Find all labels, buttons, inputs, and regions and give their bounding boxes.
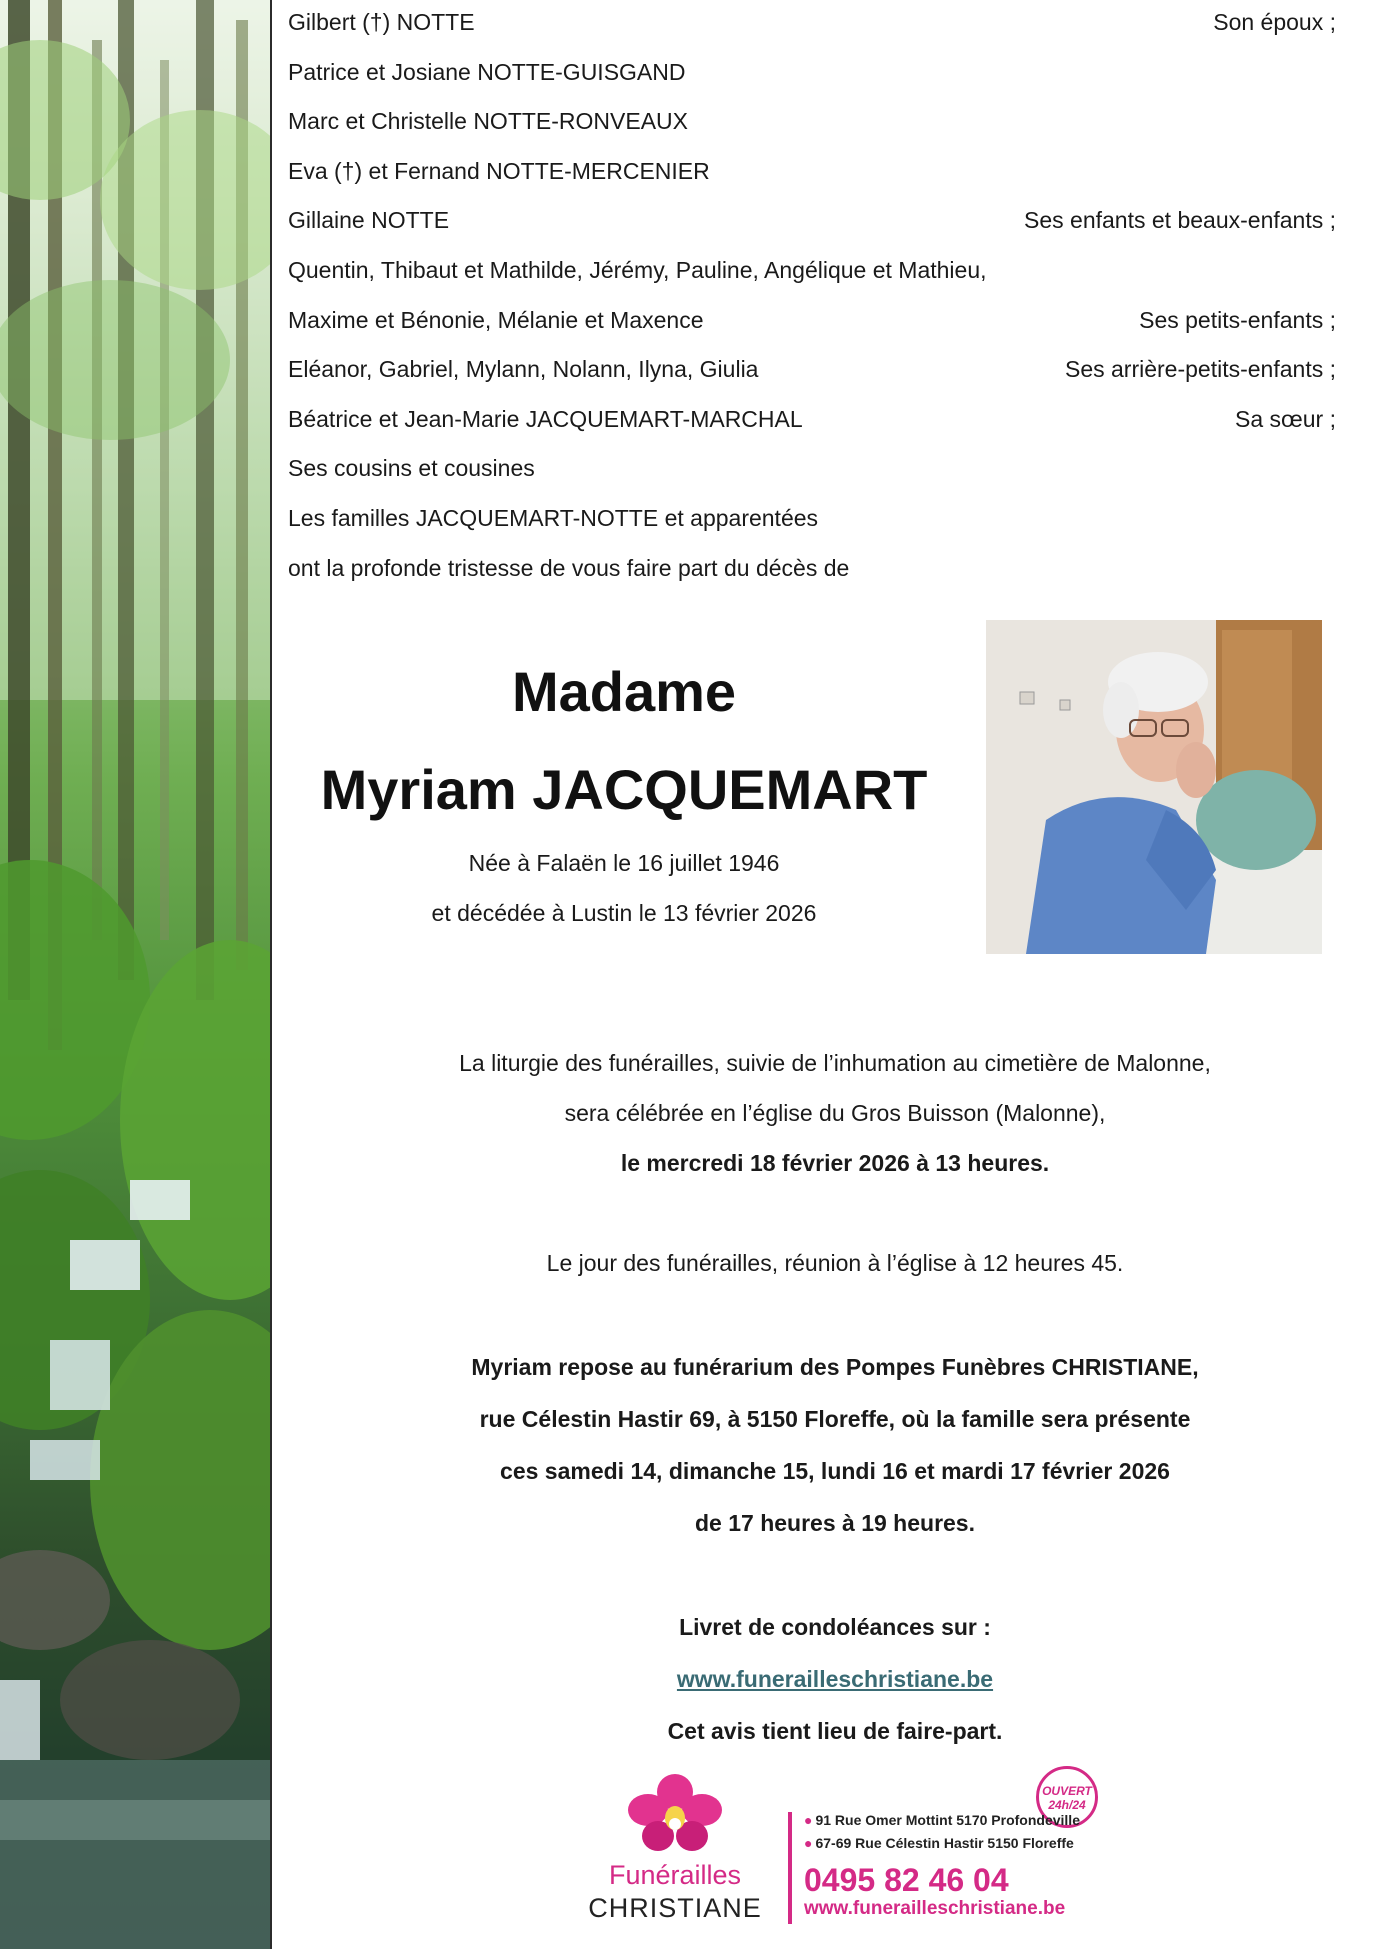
family-row: ont la profonde tristesse de vous faire part du décès de xyxy=(288,554,850,581)
ceremony-line-1: La liturgie des funérailles, suivie de l’inhumation au cimetière de Malonne, xyxy=(459,1050,1211,1076)
family-row: Ses cousins et cousines xyxy=(288,455,535,482)
open-24h-badge: OUVERT 24h/24 xyxy=(1036,1766,1098,1828)
brand-name-line-1: Funérailles xyxy=(608,1860,742,1890)
family-row: Patrice et Josiane NOTTE-GUISGAND xyxy=(288,58,686,85)
orchid-icon xyxy=(628,1772,722,1856)
brand-name-line-2: CHRISTIANE xyxy=(588,1893,762,1923)
phone-number[interactable]: 0495 82 46 04 xyxy=(804,1862,1009,1898)
portrait-illustration xyxy=(986,620,1322,954)
map-pin-icon: ● xyxy=(804,1812,813,1828)
logo-website[interactable]: www.funerailleschristiane.be xyxy=(804,1898,1066,1919)
family-row: Gillaine NOTTE Ses enfants et beaux-enfants ; xyxy=(288,207,1336,234)
condolences-link[interactable]: www.funerailleschristiane.be xyxy=(676,1666,994,1692)
logo-divider xyxy=(788,1812,792,1924)
family-row: Eva (†) et Fernand NOTTE-MERCENIER xyxy=(288,157,710,184)
forest-illustration xyxy=(0,0,270,1949)
visitation-line-4: de 17 heures à 19 heures. xyxy=(695,1510,975,1536)
portrait-photo xyxy=(986,620,1322,954)
family-row: Eléanor, Gabriel, Mylann, Nolann, Ilyna, Giulia Ses arrière-petits-enfants ; xyxy=(288,356,1336,383)
visitation-line-2: rue Célestin Hastir 69, à 5150 Floreffe, où la famille sera présente xyxy=(479,1406,1191,1432)
address-2: ● 67-69 Rue Célestin Hastir 5150 Floreffe xyxy=(804,1835,1074,1851)
family-row: Quentin, Thibaut et Mathilde, Jérémy, Pauline, Angélique et Mathieu, xyxy=(288,256,987,283)
family-row: Gilbert (†) NOTTE Son époux ; xyxy=(288,9,1336,35)
ceremony-line-2: sera célébrée en l’église du Gros Buisson (Malonne), xyxy=(564,1100,1106,1126)
family-list xyxy=(288,4,1336,599)
family-row: Les familles JACQUEMART-NOTTE et apparentées xyxy=(288,504,819,531)
death-line: et décédée à Lustin le 13 février 2026 xyxy=(431,900,817,926)
deceased-name: Myriam JACQUEMART xyxy=(320,758,928,821)
map-pin-icon: ● xyxy=(804,1835,813,1851)
address-1: ● 91 Rue Omer Mottint 5170 Profondeville xyxy=(804,1812,1080,1828)
forest-image xyxy=(0,0,272,1949)
family-row: Maxime et Bénonie, Mélanie et Maxence Ses petits-enfants ; xyxy=(288,306,1336,333)
family-row: Marc et Christelle NOTTE-RONVEAUX xyxy=(288,108,689,135)
meeting-line: Le jour des funérailles, réunion à l’église à 12 heures 45. xyxy=(546,1250,1124,1276)
notice-line: Cet avis tient lieu de faire-part. xyxy=(667,1718,1003,1744)
visitation-line-3: ces samedi 14, dimanche 15, lundi 16 et mardi 17 février 2026 xyxy=(500,1458,1170,1484)
condolences-label: Livret de condoléances sur : xyxy=(679,1614,991,1640)
ceremony-date: le mercredi 18 février 2026 à 13 heures. xyxy=(620,1150,1050,1176)
condolences-row xyxy=(290,1654,1378,1704)
visitation-line-1: Myriam repose au funérarium des Pompes Funèbres CHRISTIANE, xyxy=(471,1354,1199,1380)
birth-line: Née à Falaën le 16 juillet 1946 xyxy=(468,850,780,876)
family-row: Béatrice et Jean-Marie JACQUEMART-MARCHAL Sa sœur ; xyxy=(288,405,1336,432)
deceased-title: Madame xyxy=(511,660,737,723)
